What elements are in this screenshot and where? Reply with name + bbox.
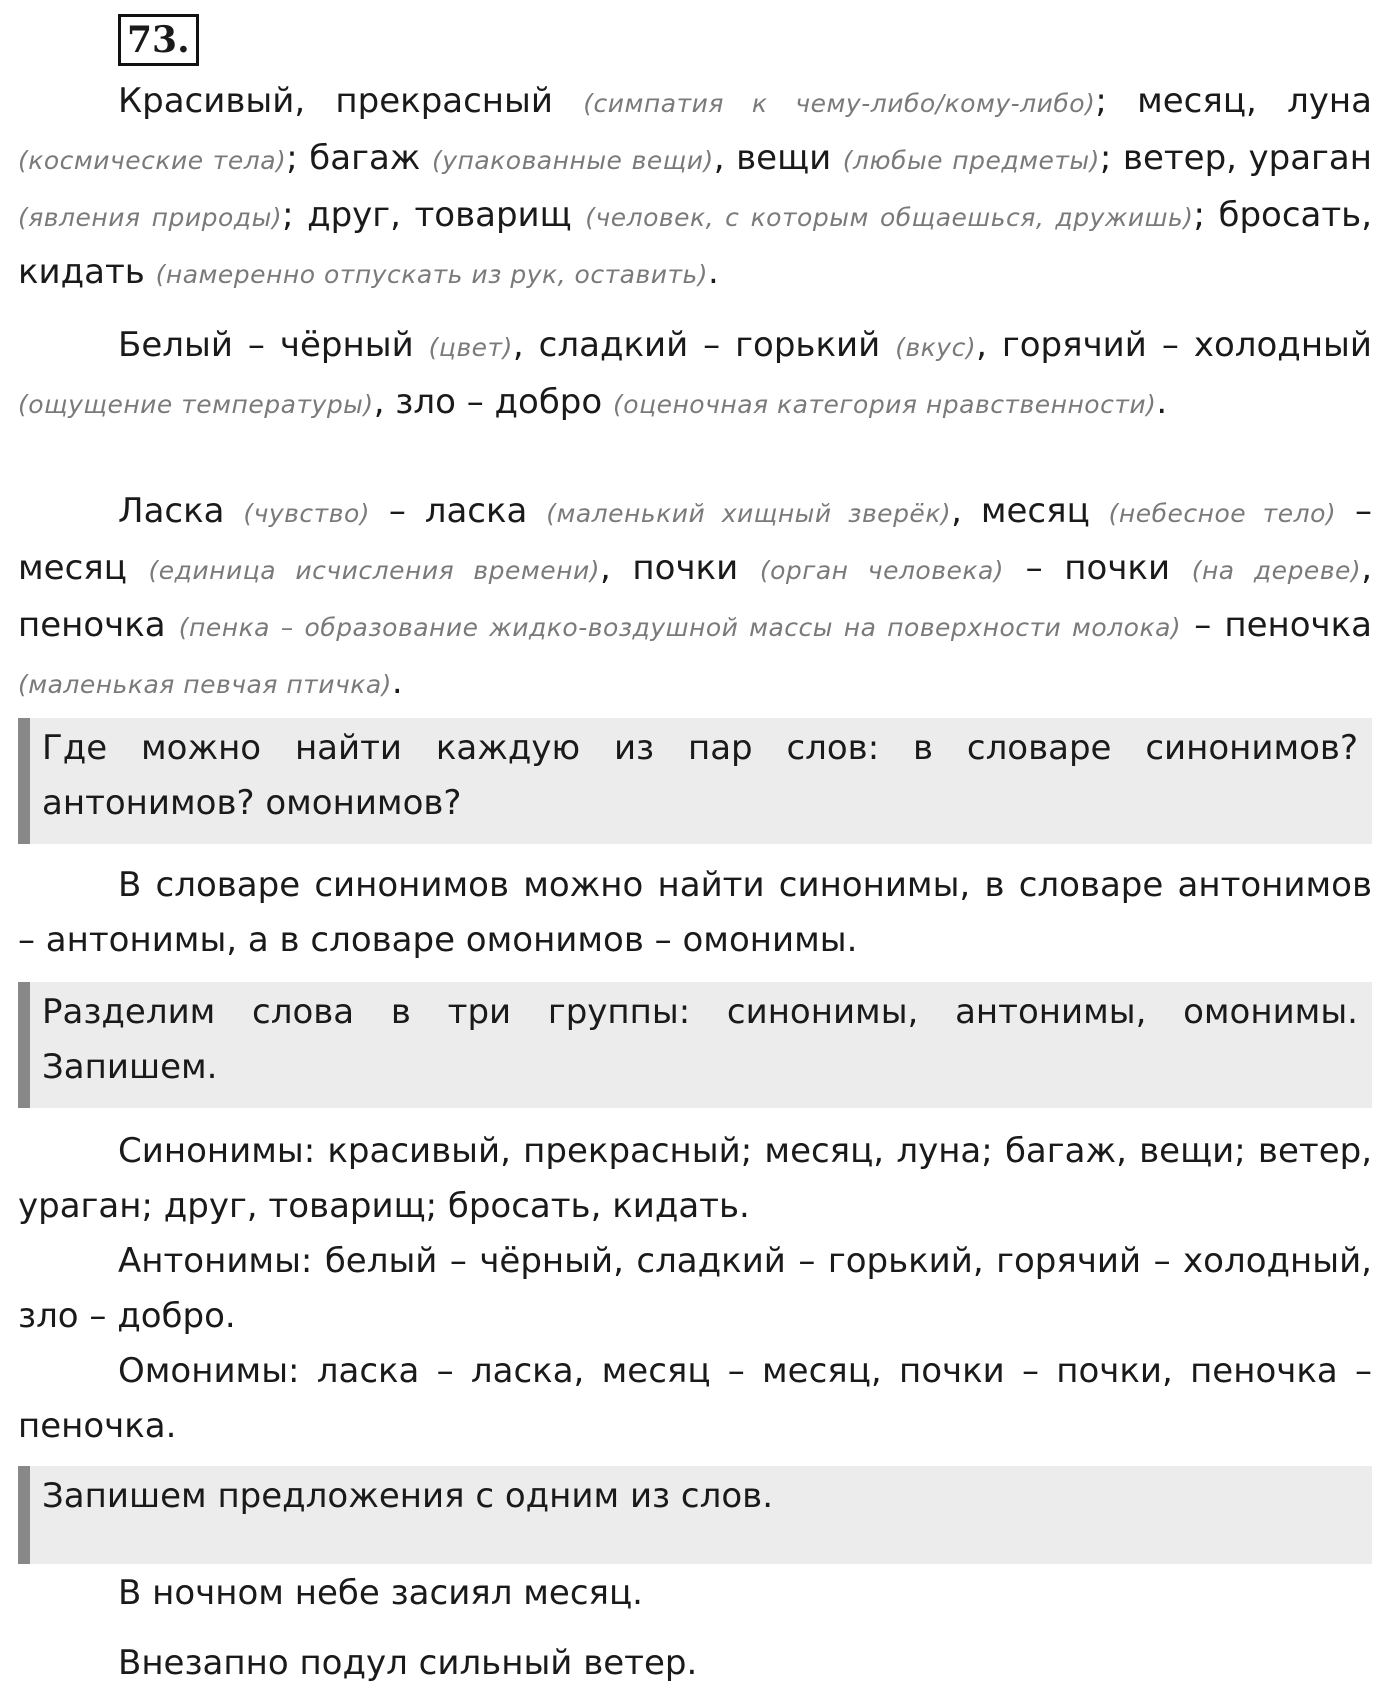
word: , зло – добро [373,382,603,422]
word: ; бросать, кидать [18,195,1373,292]
word: . [391,662,403,702]
word: , сладкий – горький [512,325,881,365]
question-text: Запишем предложения с одним из слов. [42,1476,773,1516]
note: (вкус) [895,333,977,362]
question-box-1 [18,718,1372,844]
note: (маленький хищный зверёк) [546,499,952,528]
word: , пеночка [18,548,1372,645]
question-text: Где можно найти каждую из пар слов: в словаре синонимов? антонимов? омонимов? [42,728,1358,823]
word: ; багаж [286,138,421,178]
word: Красивый, прекрасный [118,81,553,121]
word: , горячий – холодный [976,325,1372,365]
paragraph-synonym-pairs [18,74,1372,302]
word: ; ветер, ураган [1099,138,1372,178]
word: – пеночка [1181,605,1372,645]
answer-text: Синонимы: красивый, прекрасный; месяц, луна; багаж, вещи; ветер, ураган; друг, товарищ; бросать, кидать. [18,1131,1372,1226]
sentence-1 [18,1566,1372,1621]
word: , почки [599,548,739,588]
sentence-2 [18,1636,1372,1691]
answer-homonyms [18,1344,1372,1454]
note: (симпатия к чему-либо/кому-либо) [583,89,1096,118]
note: (чувство) [243,499,370,528]
word: . [708,252,719,292]
note: (оценочная категория нравственности) [613,390,1157,419]
note: (космические тела) [18,146,287,175]
note: (единица исчисления времени) [148,556,600,585]
word: . [1156,382,1168,422]
word: ; месяц, луна [1095,81,1372,121]
note: (намеренно отпускать из рук, оставить) [155,260,708,289]
sentence-text: В ночном небе засиял месяц. [118,1573,643,1613]
word: , вещи [713,138,832,178]
question-box-2 [18,982,1372,1108]
note: (на дереве) [1191,556,1362,585]
answer-text: В словаре синонимов можно найти синонимы, в словаре антонимов – антонимы, а в словаре омонимов – омонимы. [18,865,1372,960]
question-text: Разделим слова в три группы: синонимы, антонимы, омонимы. Запишем. [42,992,1358,1087]
answer-text: Антонимы: белый – чёрный, сладкий – горький, горячий – холодный, зло – добро. [18,1241,1372,1336]
answer-synonyms [18,1124,1372,1234]
answer-antonyms [18,1234,1372,1344]
note: (пенка – образование жидко-воздушной массы на поверхности молока) [178,613,1182,642]
paragraph-antonym-pairs [18,318,1372,432]
note: (небесное тело) [1108,499,1337,528]
paragraph-homonym-pairs [18,484,1372,712]
word: – почки [1004,548,1171,588]
note: (орган человека) [759,556,1005,585]
note: (явления природы) [18,203,283,232]
word: – месяц [18,491,1372,588]
word: Ласка [118,491,225,531]
note: (цвет) [428,333,513,362]
note: (ощущение температуры) [18,390,374,419]
exercise-number: 73. [118,14,199,66]
word: , месяц [951,491,1090,531]
word: Белый – чёрный [118,325,414,365]
note: (человек, с которым общаешься, дружишь) [585,203,1194,232]
answer-text: Омонимы: ласка – ласка, месяц – месяц, почки – почки, пеночка – пеночка. [18,1351,1372,1446]
note: (любые предметы) [842,146,1100,175]
question-box-3 [18,1466,1372,1564]
word: ; друг, товарищ [282,195,572,235]
sentence-text: Внезапно подул сильный ветер. [118,1643,698,1683]
note: (маленькая певчая птичка) [18,670,392,699]
answer-1 [18,858,1372,968]
word: – ласка [370,491,528,531]
note: (упакованные вещи) [431,146,714,175]
